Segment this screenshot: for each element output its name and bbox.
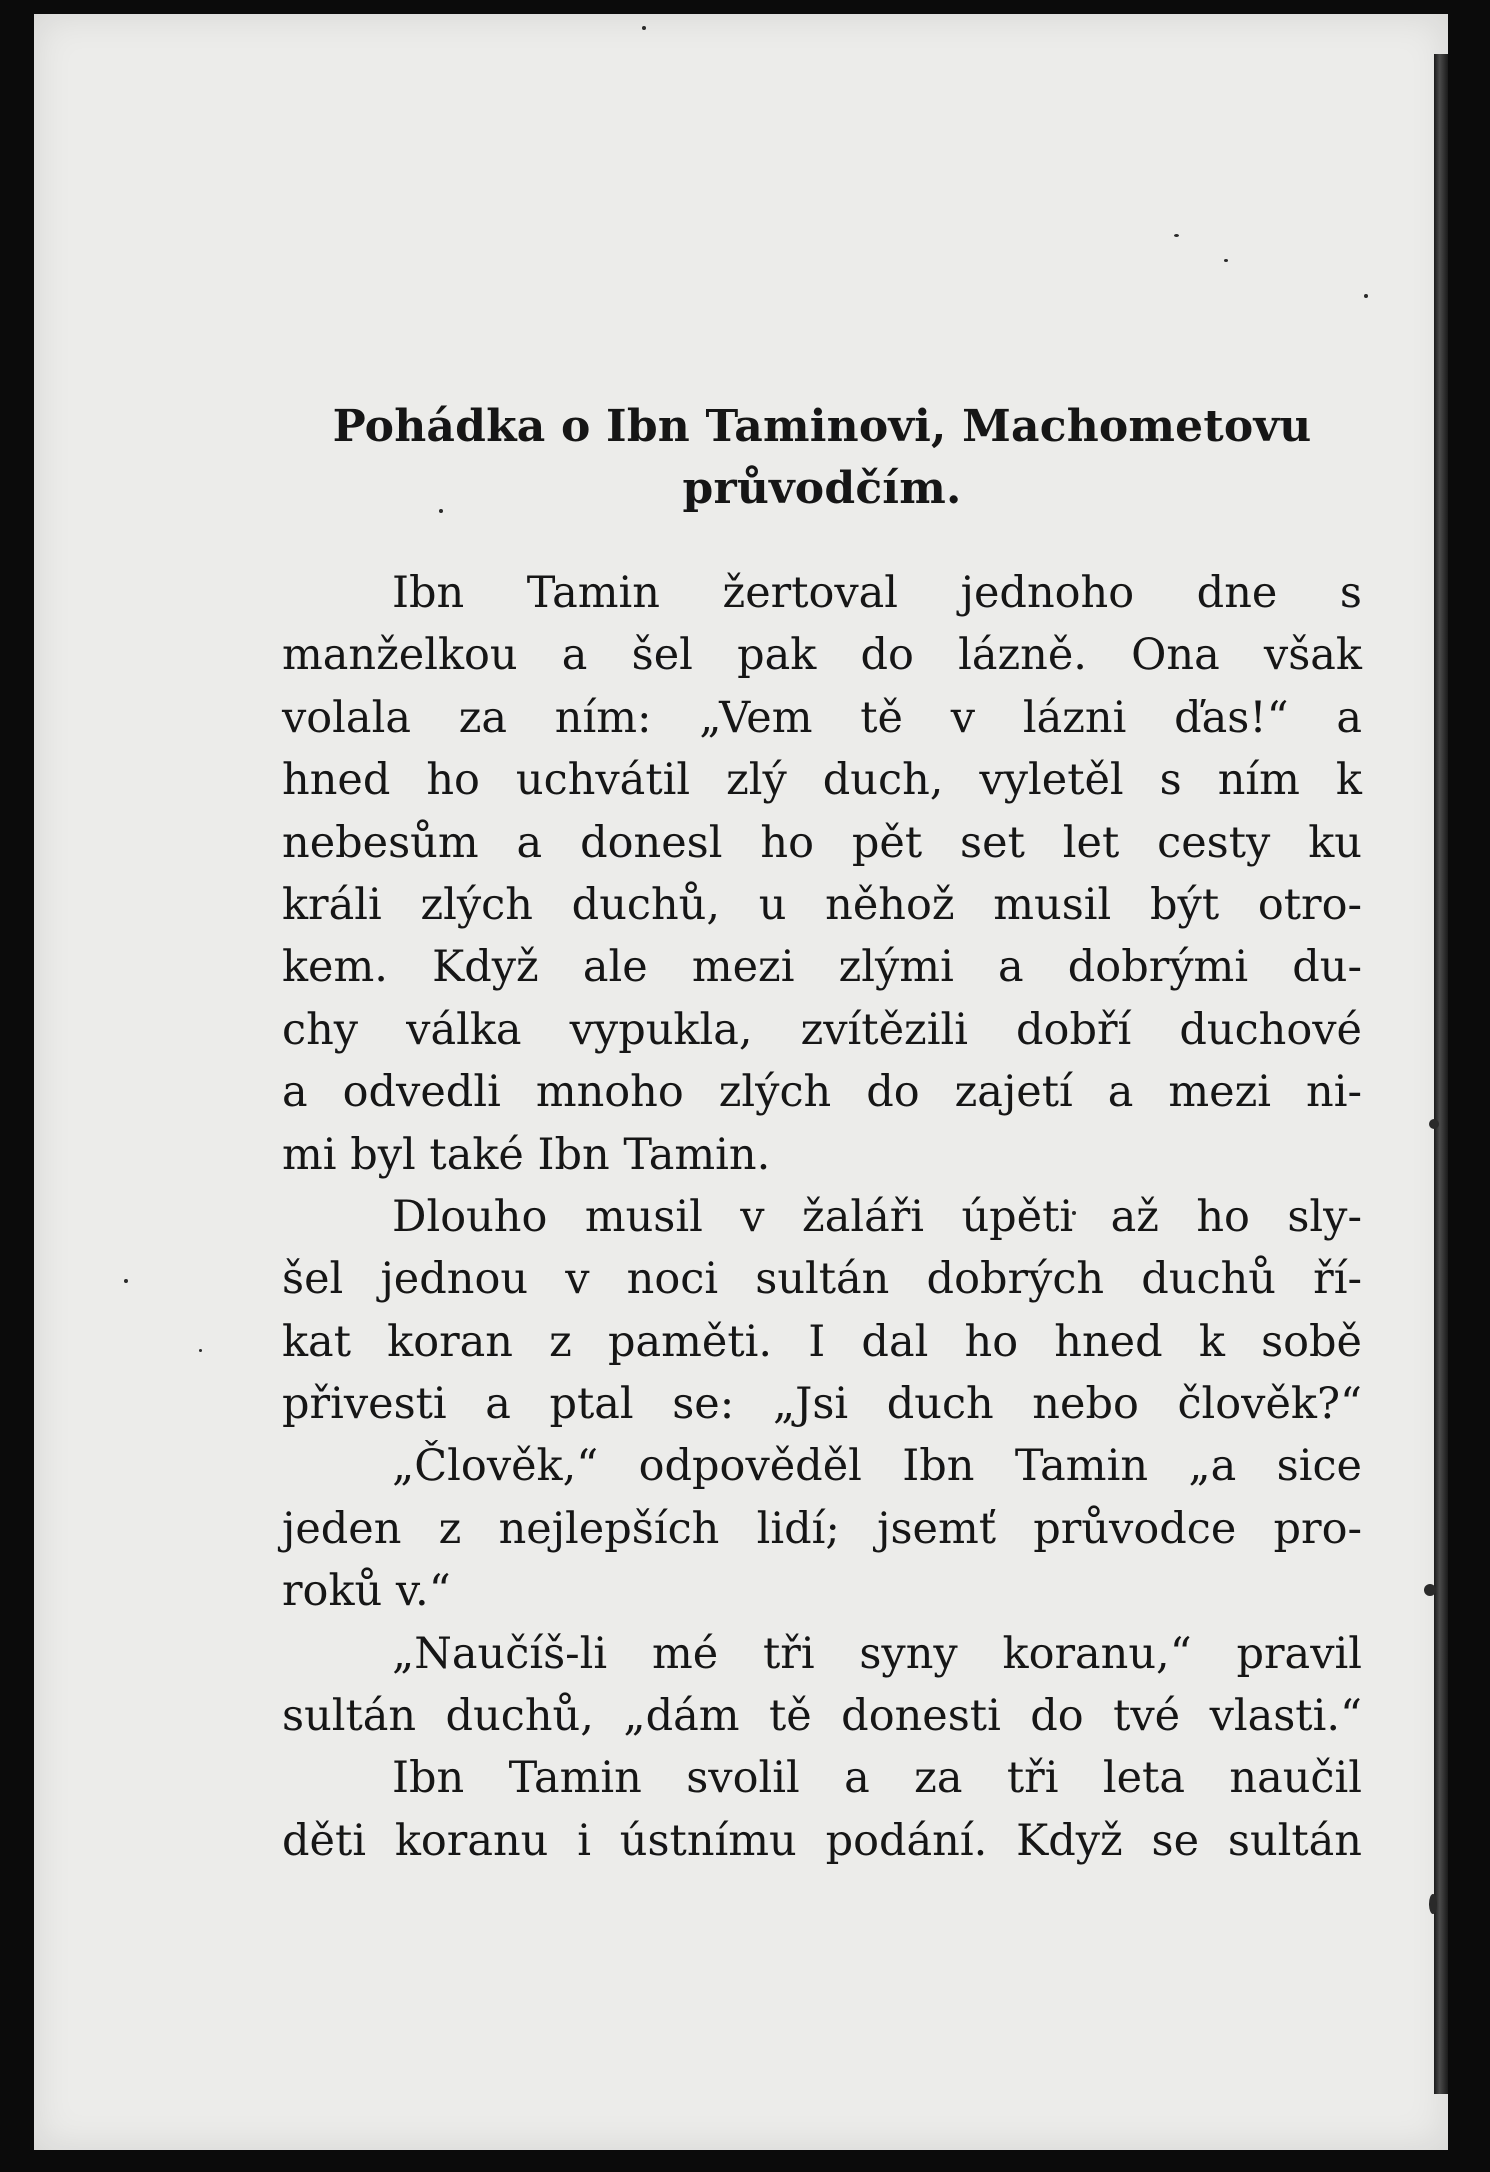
text-line: sultán duchů, „dám tě donesti do tvé vlasti.“ <box>282 1691 1362 1742</box>
page-edge <box>1434 54 1448 2094</box>
text-line: děti koranu i ústnímu podání. Když se sultán <box>282 1815 1362 1866</box>
text-line: Dlouho musil v žaláři úpěti až ho sly- <box>392 1191 1362 1242</box>
text-line: a odvedli mnoho zlých do zajetí a mezi ni- <box>282 1067 1362 1118</box>
speck <box>1174 234 1179 237</box>
text-line: chy válka vypukla, zvítězili dobří duchové <box>282 1004 1362 1055</box>
text-line: jeden z nejlepších lidí; jsemť průvodce pro- <box>282 1503 1362 1554</box>
text-line: manželkou a šel pak do lázně. Ona však <box>282 630 1362 681</box>
text-line: mi byl také Ibn Tamin. <box>282 1129 771 1180</box>
speck <box>1429 1119 1439 1129</box>
text-line: Ibn Tamin svolil a za tři leta naučil <box>392 1753 1362 1804</box>
book-page <box>34 14 1448 2150</box>
text-line: kat koran z paměti. I dal ho hned k sobě <box>282 1316 1362 1367</box>
speck <box>1224 259 1228 262</box>
speck <box>1424 1584 1436 1596</box>
text-line: roků v.“ <box>282 1566 451 1617</box>
speck <box>1364 294 1368 298</box>
text-line: „Člověk,“ odpověděl Ibn Tamin „a sice <box>392 1441 1362 1492</box>
text-line: volala za ním: „Vem tě v lázni ďas!“ a <box>282 692 1362 743</box>
text-line: přivesti a ptal se: „Jsi duch nebo člověk?“ <box>282 1379 1362 1430</box>
speck <box>642 26 646 30</box>
text-line: šel jednou v noci sultán dobrých duchů ří- <box>282 1254 1362 1305</box>
text-line: Ibn Tamin žertoval jednoho dne s <box>392 568 1362 618</box>
story-title <box>282 396 1362 520</box>
speck <box>199 1349 202 1352</box>
story-title-line-2: průvodčím. <box>682 463 962 514</box>
text-line: hned ho uchvátil zlý duch, vyletěl s ním k <box>282 755 1362 806</box>
page-content <box>282 396 1362 1872</box>
story-title-line-1: Pohádka o Ibn Taminovi, Machometovu <box>332 401 1312 452</box>
story-text <box>282 562 1362 1872</box>
text-line: „Naučíš-li mé tři syny koranu,“ pravil <box>392 1628 1362 1679</box>
text-line: kem. Když ale mezi zlými a dobrými du- <box>282 942 1362 993</box>
speck <box>124 1279 128 1283</box>
speck <box>1429 1894 1437 1914</box>
text-line: nebesům a donesl ho pět set let cesty ku <box>282 817 1362 868</box>
text-line: králi zlých duchů, u něhož musil být otro- <box>282 879 1362 930</box>
